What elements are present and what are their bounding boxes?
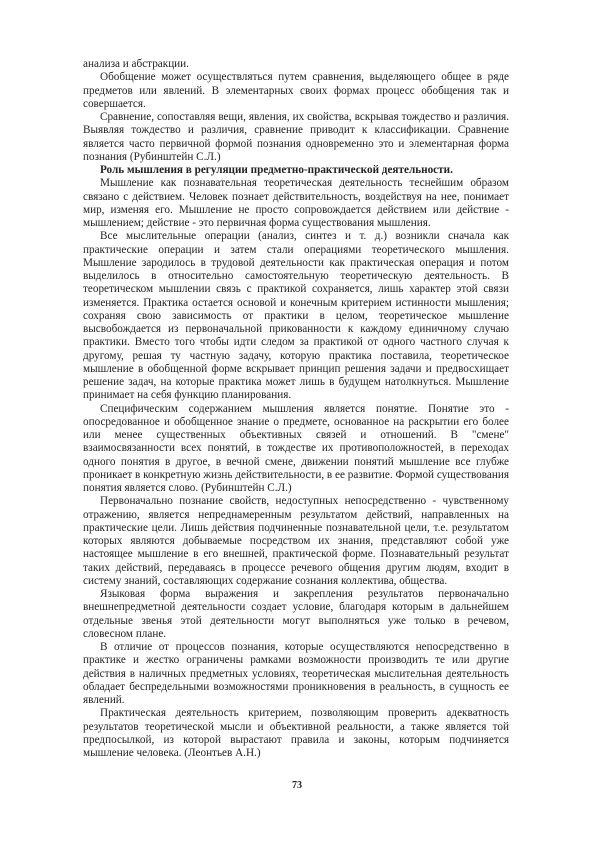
paragraph: Все мыслительные операции (анализ, синтез и т. д.) возникли сначала как практические операции и затем стали операциями теоретического мышления. Мышление зародилось в трудовой деятельности как практическая операция и потом выделилось в относительно самостоятельную теоретическую деятельность. В теоретическом мышлении связь с практикой сохраняется, лишь характер этой связи изменяется. Практика остается основой и конечным критерием истинности мышления; сохраняя свою зависимость от практики в целом, теоретическое мышление высвобождается из первоначальной прикованности к каждому единичному случаю практики. Вместо того чтобы идти следом за практикой от одного частного случая к другому, решая ту частную задачу, которую практика поставила, теоретическое мышление в обобщенной форме вскрывает принцип решения задачи и предвосхищает решение задач, на которые практика может лишь в будущем натолкнуться. Мышление принимает на себя функцию планирования.: [83, 230, 509, 402]
paragraph: В отличие от процессов познания, которые осуществляются непосредственно в практике и жестко ограничены рамками возможности производить те или другие действия в наличных предметных условиях, теоретическая мыслительная деятельность обладает беспредельными возможностями проникновения в реальность, в сущность ее явлений.: [83, 641, 509, 706]
paragraph: Обобщение может осуществляться путем сравнения, выделяющего общее в ряде предметов или явлений. В элементарных своих формах процесс обобщения так и совершается.: [83, 71, 509, 110]
paragraph: Языковая форма выражения и закрепления результатов первоначально внешнепредметной деятельности создает условие, благодаря которым в дальнейшем отдельные звенья этой деятельности могут выполняться уже только в речевом, словесном плане.: [83, 588, 509, 640]
section-heading: Роль мышления в регуляции предметно-практической деятельности.: [100, 164, 453, 176]
paragraph: Практическая деятельность критерием, позволяющим проверить адекватность результатов теоретической мысли и объективной реальности, а также является той предпосылкой, из которой вырастают правила и законы, которым подчиняется мышление человека. (Леонтьев А.Н.): [83, 707, 509, 759]
paragraph: анализа и абстракции.: [83, 58, 189, 70]
paragraph: Сравнение, сопоставляя вещи, явления, их свойства, вскрывая тождество и различия. Выявляя тождество и различия, сравнение приводит к классификации. Сравнение является часто первичной формой познания одновременно это и элементарная форма познания (Рубинштейн С.Л.): [83, 111, 509, 163]
paragraph: Первоначально познание свойств, недоступных непосредственно - чувственному отражению, является непреднамеренным результатом действий, направленных на практические цели. Лишь действия подчиненные познавательной цели, т.е. результатом которых являются добываемые посредством их знания, представляют собой уже настоящее мышление в его внешней, практической форме. Познавательный результат таких действий, передаваясь в процессе речевого общения другим людям, входит в систему знаний, составляющих содержание сознания коллектива, общества.: [83, 495, 509, 587]
page-number: 73: [292, 780, 302, 791]
paragraph: Специфическим содержанием мышления является понятие. Понятие это - опосредованное и обобщенное знание о предмете, основанное на раскрытии его более или менее существенных объективных связей и отношений. В "смене" взаимосвязанности всех понятий, в тождестве их противоположностей, в переходах одного понятия в другое, в вечной смене, движении понятий мышление все глубже проникает в конкретную жизнь действительности, в ее развитие. Формой существования понятия является слово. (Рубинштейн С.Л.): [83, 402, 509, 494]
document-body: [83, 58, 509, 760]
paragraph: Мышление как познавательная теоретическая деятельность теснейшим образом связано с действием. Человек познает действительность, воздействуя на нее, понимает мир, изменяя его. Мышление не просто сопровождается действием или действие - мышлением; действие - это первичная форма существования мышления.: [83, 177, 509, 229]
